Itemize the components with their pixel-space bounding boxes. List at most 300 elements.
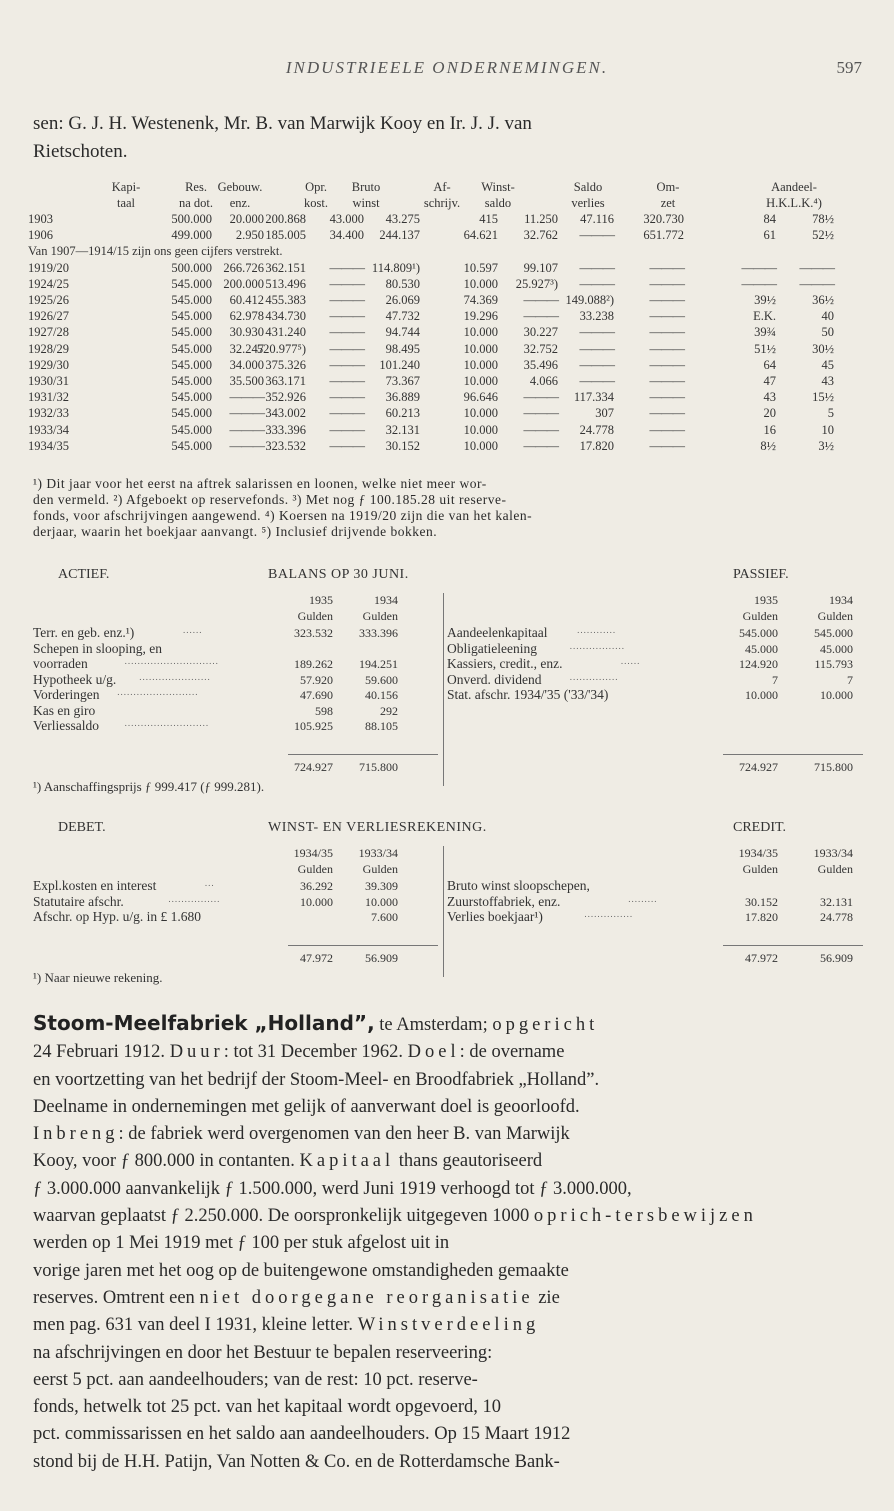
total-previous: 715.800: [814, 759, 853, 774]
leader-dots: ...: [204, 878, 215, 888]
table-cell: 43.000: [329, 212, 364, 226]
table-cell: ———: [799, 260, 834, 275]
table-cell: 10.000: [463, 325, 498, 340]
table-cell: 434.730: [265, 309, 306, 324]
table-cell: 10: [821, 422, 834, 437]
entry-label: Kassiers, credit., enz.: [447, 656, 563, 671]
table-cell: 10.000: [463, 341, 498, 356]
column-header: zet: [660, 196, 676, 210]
year-header: 1934: [829, 593, 853, 607]
table-cell: 32.247: [229, 341, 264, 356]
table-cell: 10.000: [463, 374, 498, 388]
body-text: pct. commissarissen en het saldo aan aandeelhouders. Op 15 Maart 1912: [33, 1424, 571, 1445]
table-footnotes: [33, 476, 863, 540]
table-cell: 45: [821, 357, 834, 372]
table-cell: 43: [763, 390, 776, 405]
footnote-line: fonds, voor afschrijvingen aangewend. ⁴) Koersen na 1919/20 zijn die van het kalen-: [33, 508, 533, 523]
table-cell: 80.530: [385, 276, 420, 291]
column-header: na dot.: [178, 196, 214, 210]
entry-label: Statutaire afschr.: [33, 893, 124, 909]
body-text: te Amsterdam;: [374, 1015, 493, 1035]
leader-dots: .............................: [124, 656, 219, 666]
value-previous: 39.309: [365, 879, 398, 893]
spaced-keyword: oprich-: [533, 1206, 616, 1227]
table-cell: 96.646: [463, 390, 498, 405]
table-cell: ———: [329, 276, 364, 291]
value-current: 598: [315, 703, 333, 718]
leader-dots: ................: [168, 893, 221, 904]
table-cell: ———: [741, 260, 776, 275]
table-cell: 10.000: [463, 406, 498, 421]
table-cell: 35.496: [523, 357, 558, 372]
table-cell: 149.088²): [565, 293, 614, 307]
table-row: [28, 325, 868, 341]
table-cell: ———: [649, 422, 684, 437]
value-current: 323.532: [294, 626, 333, 640]
body-text: Deelname in ondernemingen met gelijk of aanverwant doel is geoorloofd.: [33, 1096, 580, 1117]
year-header: 1934: [374, 593, 398, 607]
footnote-line: ¹) Dit jaar voor het eerst na aftrek salarissen en loonen, welke niet meer wor-: [33, 476, 487, 491]
table-cell: 500.000: [171, 260, 212, 275]
table-cell: 500.000: [171, 212, 212, 226]
body-text: thans geautoriseerd: [394, 1151, 543, 1172]
table-cell: 51½: [754, 341, 776, 356]
table-row: [28, 423, 868, 439]
table-cell: 545.000: [171, 374, 212, 388]
table-cell: 78½: [812, 212, 834, 226]
table-cell-year: 1930/31: [28, 374, 69, 388]
table-cell: ———: [329, 293, 364, 307]
column-header: kost.: [304, 196, 328, 210]
entry-label: Schepen in slooping, en: [33, 640, 162, 656]
column-header: saldo: [484, 196, 512, 210]
table-cell: 84: [763, 212, 776, 226]
table-cell-year: 1924/25: [28, 276, 69, 291]
body-text: 24 Februari 1912.: [33, 1042, 170, 1063]
column-header: Opr.: [305, 180, 327, 194]
table-cell-year: 1929/30: [28, 357, 69, 372]
column-header: taal: [116, 196, 136, 210]
table-cell: 200.000: [223, 276, 264, 291]
value-current: 47.690: [300, 688, 333, 702]
spaced-keyword: Duur: [169, 1042, 224, 1063]
table-cell: 17.820: [579, 438, 614, 453]
right-title: CREDIT.: [733, 820, 787, 835]
table-note: Van 1907—1914/15 zijn ons geen cijfers verstrekt.: [28, 244, 283, 259]
body-text: Kooy, voor ƒ 800.000 in contanten.: [33, 1151, 300, 1172]
column-header: Om-: [656, 180, 680, 194]
value-current: 57.920: [300, 672, 333, 687]
value-current: 45.000: [745, 641, 778, 656]
entry-label: Vorderingen: [33, 687, 100, 702]
table-cell: 60.213: [385, 406, 420, 421]
value-current: 189.262: [294, 657, 333, 671]
body-text: en voortzetting van het bedrijf der Stoom-Meel- en Broodfabriek „Holland”.: [33, 1069, 600, 1090]
table-cell: ———: [649, 260, 684, 275]
table-cell: 52½: [812, 228, 834, 243]
table-cell: 545.000: [171, 276, 212, 291]
table-cell: 363.171: [265, 374, 306, 388]
body-text: vorige jaren met het oog op de buitengewone omstandigheden gemaakte: [33, 1260, 569, 1281]
company-description: [33, 1010, 865, 1476]
footnote-line: derjaar, waarin het boekjaar aanvangt. ⁵) Inclusief drijvende bokken.: [33, 524, 438, 539]
table-cell: 34.400: [329, 228, 364, 243]
table-cell: 545.000: [171, 422, 212, 437]
body-text: men pag. 631 van deel I 1931, kleine letter.: [33, 1315, 358, 1336]
unit-header: Gulden: [362, 862, 398, 876]
table-cell: 185.005: [265, 228, 306, 243]
body-text: stond bij de H.H. Patijn, Van Notten & Co. en de Rotterdamsche Bank-: [33, 1451, 560, 1472]
value-current: 105.925: [294, 719, 333, 733]
body-text: na afschrijvingen en door het Bestuur te bepalen reserveering:: [33, 1342, 493, 1363]
table-cell: 19.296: [463, 309, 498, 324]
table-cell: 43: [821, 374, 834, 388]
leader-dots: ......: [620, 656, 641, 666]
entry-label: Bruto winst sloopschepen,: [447, 878, 590, 893]
column-header: winst: [352, 196, 380, 210]
value-previous: 115.793: [814, 657, 853, 671]
column-divider: [443, 593, 444, 786]
table-row: [28, 228, 868, 244]
value-previous: 7.600: [371, 910, 398, 924]
table-cell: 16: [763, 422, 776, 437]
value-previous: 7: [847, 672, 853, 687]
table-cell: ———: [329, 438, 364, 453]
intro-line-1: sen: G. J. H. Westenenk, Mr. B. van Marwijk Kooy en Ir. J. J. van: [33, 113, 532, 134]
table-cell: 415: [479, 212, 498, 226]
table-cell: 94.744: [385, 325, 420, 340]
table-cell: 8½: [760, 438, 776, 453]
table-cell: 343.002: [265, 406, 306, 421]
column-header: Res.: [185, 180, 207, 194]
table-cell: E.K.: [753, 309, 776, 324]
table-cell: ———: [649, 438, 684, 453]
year-header: 1935: [754, 593, 778, 607]
table-cell: ———: [329, 325, 364, 340]
table-row: [28, 277, 868, 293]
table-cell: ———: [523, 438, 558, 453]
table-cell: 15½: [812, 390, 834, 405]
table-cell: ———: [649, 341, 684, 356]
table-cell: 98.495: [385, 341, 420, 356]
table-cell: 114.809¹): [371, 260, 420, 275]
table-cell: ———: [579, 228, 614, 243]
total-previous: 715.800: [359, 759, 398, 774]
total-rule: [288, 945, 438, 946]
table-cell: 10.000: [463, 357, 498, 372]
table-cell: ———: [329, 406, 364, 421]
table-cell: 545.000: [171, 341, 212, 356]
table-cell: ———: [649, 357, 684, 372]
table-cell: 64.621: [463, 228, 498, 243]
table-cell: 499.000: [171, 228, 212, 243]
entry-label: Kas en giro: [33, 702, 96, 718]
footnote-line: den vermeld. ²) Afgeboekt op reservefonds. ³) Met nog ƒ 100.185.28 uit reserve-: [33, 492, 507, 507]
spaced-keyword: Inbreng: [33, 1124, 119, 1145]
table-cell: 47.732: [385, 309, 420, 324]
total-rule: [288, 754, 438, 755]
entry-label: Hypotheek u/g.: [33, 671, 117, 687]
entry-label: voorraden: [33, 656, 88, 671]
spaced-keyword: Doel: [407, 1042, 460, 1063]
table-cell: 545.000: [171, 309, 212, 324]
table-cell: 36.889: [385, 390, 420, 405]
entry-label: Verlies boekjaar¹): [447, 909, 543, 924]
column-header: Aandeel-: [771, 180, 817, 194]
table-cell: 545.000: [171, 293, 212, 307]
table-cell: ———: [229, 390, 264, 405]
table-cell: 352.926: [265, 390, 306, 405]
spaced-keyword: Winstverdeeling: [357, 1315, 540, 1336]
table-row: [28, 406, 868, 422]
table-cell-year: 1925/26: [28, 293, 69, 307]
table-cell: 545.000: [171, 406, 212, 421]
table-row: [28, 374, 868, 390]
total-rule: [723, 754, 863, 755]
column-header: H.K.L.K.⁴): [766, 196, 822, 210]
value-previous: 194.251: [359, 657, 398, 671]
unit-header: Gulden: [742, 609, 778, 623]
table-cell: 117.334: [573, 390, 614, 405]
spaced-keyword: opgericht: [492, 1015, 599, 1035]
body-text: waarvan geplaatst ƒ 2.250.000. De oorspronkelijk uitgegeven 1000: [33, 1206, 534, 1227]
leader-dots: ..........................: [124, 718, 210, 728]
entry-label: Aandeelenkapitaal: [447, 625, 548, 640]
table-cell: ———: [523, 309, 558, 324]
center-title: BALANS OP 30 JUNI.: [268, 567, 409, 582]
table-cell: 455.383: [265, 293, 306, 307]
table-cell-year: 1933/34: [28, 422, 69, 437]
table-cell: ———: [329, 309, 364, 324]
center-title: WINST- EN VERLIESREKENING.: [268, 820, 487, 835]
table-cell: 20.000: [229, 212, 264, 226]
table-cell: ———: [329, 341, 364, 356]
table-cell: ———: [523, 293, 558, 307]
table-cell: ———: [799, 276, 834, 291]
spaced-keyword: Kapitaal: [299, 1151, 395, 1172]
body-text: zie: [533, 1287, 560, 1308]
value-previous: 292: [380, 703, 398, 718]
table-cell: ———: [579, 341, 614, 356]
entry-label: Verliessaldo: [33, 718, 99, 733]
table-cell: 30.152: [385, 438, 420, 453]
value-previous: 45.000: [820, 641, 853, 656]
table-row: [28, 261, 868, 277]
leader-dots: .........: [628, 893, 658, 904]
total-current: 47.972: [300, 950, 333, 965]
table-cell-year: 1928/29: [28, 341, 69, 356]
table-cell: ———: [649, 276, 684, 291]
table-cell: 73.367: [385, 374, 420, 388]
table-row: [28, 309, 868, 325]
unit-header: Gulden: [817, 862, 853, 876]
table-cell: ———: [649, 309, 684, 324]
left-title: ACTIEF.: [58, 567, 110, 582]
table-cell-year: 1919/20: [28, 260, 69, 275]
body-text: eerst 5 pct. aan aandeelhouders; van de rest: 10 pct. reserve-: [33, 1369, 478, 1390]
body-text: fonds, hetwelk tot 25 pct. van het kapitaal wordt opgevoerd, 10: [33, 1397, 502, 1418]
value-current: 545.000: [739, 626, 778, 640]
body-text: : tot 31 December 1962.: [223, 1042, 408, 1063]
table-row: [28, 358, 868, 374]
table-cell: 32.131: [385, 422, 420, 437]
table-cell: ———: [649, 374, 684, 388]
running-title: INDUSTRIEELE ONDERNEMINGEN.: [285, 58, 609, 77]
table-cell: ———: [649, 293, 684, 307]
entry-label: Zuurstoffabriek, enz.: [447, 893, 561, 909]
table-header-row: [28, 180, 868, 196]
table-cell: 24.778: [579, 422, 614, 437]
column-header: verlies: [571, 196, 605, 210]
table-cell: 30½: [812, 341, 834, 356]
right-title: PASSIEF.: [733, 567, 789, 582]
unit-header: Gulden: [742, 862, 778, 876]
table-cell: 545.000: [171, 325, 212, 340]
intro-text: [33, 110, 863, 166]
body-text: werden op 1 Mei 1919 met ƒ 100 per stuk afgelost uit in: [33, 1233, 450, 1254]
column-header: Kapi-: [111, 180, 141, 194]
table-cell: 32.762: [523, 228, 558, 243]
page-number: 597: [836, 58, 862, 77]
table-cell: 50: [821, 325, 834, 340]
total-current: 724.927: [294, 759, 333, 774]
table-row: [28, 293, 868, 309]
account-footnote: ¹) Aanschaffingsprijs ƒ 999.417 (ƒ 999.281).: [33, 778, 265, 794]
table-cell: ———: [329, 260, 364, 275]
table-cell: 545.000: [171, 357, 212, 372]
table-cell: ———: [649, 325, 684, 340]
table-cell: 34.000: [229, 357, 264, 372]
table-cell: 61: [763, 228, 776, 243]
table-cell: ———: [229, 438, 264, 453]
table-cell: ———: [523, 422, 558, 437]
value-previous: 24.778: [820, 910, 853, 924]
unit-header: Gulden: [362, 609, 398, 623]
spaced-keyword: tersbewijzen: [615, 1206, 757, 1227]
table-cell: 10.000: [463, 276, 498, 291]
column-header: Af-: [433, 180, 451, 194]
year-header: 1933/34: [358, 846, 398, 860]
value-current: 10.000: [300, 894, 333, 909]
year-header: 1935: [309, 593, 333, 607]
table-cell: 651.772: [643, 228, 684, 243]
table-header-row: [28, 196, 868, 212]
column-header: Gebouw.: [217, 180, 263, 194]
table-cell-year: 1932/33: [28, 406, 69, 421]
column-header: Saldo: [573, 180, 603, 194]
table-cell: 60.412: [229, 293, 264, 307]
table-row: [28, 342, 868, 358]
body-text: : de overname: [459, 1042, 565, 1063]
table-cell: 545.000: [171, 390, 212, 405]
table-cell-year: 1926/27: [28, 309, 69, 324]
table-cell: ———: [649, 390, 684, 405]
table-cell-year: 1934/35: [28, 438, 69, 453]
table-cell: ———: [329, 374, 364, 388]
table-cell: ———: [329, 357, 364, 372]
entry-label: Obligatieleening: [447, 640, 537, 656]
total-previous: 56.909: [365, 950, 398, 965]
table-cell-year: 1903: [28, 212, 53, 226]
value-previous: 545.000: [814, 626, 853, 640]
table-cell: 74.369: [463, 293, 498, 307]
table-cell: 431.240: [265, 325, 306, 340]
company-paragraph: [33, 1010, 865, 1476]
table-cell: 26.069: [385, 293, 420, 307]
value-current: 7: [772, 672, 778, 687]
column-divider: [443, 846, 444, 977]
table-cell: 47: [763, 374, 776, 388]
table-cell: 39½: [754, 293, 776, 307]
value-previous: 333.396: [359, 626, 398, 640]
table-cell: 545.000: [171, 438, 212, 453]
column-header: enz.: [229, 196, 251, 210]
table-cell: 10.597: [463, 260, 498, 275]
table-row: [28, 212, 868, 228]
unit-header: Gulden: [297, 862, 333, 876]
table-cell: 10.000: [463, 422, 498, 437]
leader-dots: .........................: [117, 687, 199, 697]
table-cell: 2.950: [235, 228, 264, 243]
leader-dots: ...............: [569, 671, 619, 682]
table-cell: ———: [741, 276, 776, 291]
table-cell: 513.496: [265, 276, 306, 291]
leader-dots: ...............: [584, 909, 634, 919]
table-cell: ———: [579, 357, 614, 372]
table-cell: ———: [579, 374, 614, 388]
table-row: [28, 244, 868, 260]
table-cell: 323.532: [265, 438, 306, 453]
table-cell: 36½: [812, 293, 834, 307]
table-cell: 3½: [818, 438, 834, 453]
table-cell: 62.978: [229, 309, 264, 324]
table-cell-year: 1927/28: [28, 325, 69, 340]
unit-header: Gulden: [817, 609, 853, 623]
table-cell: 101.240: [379, 357, 420, 372]
unit-header: Gulden: [297, 609, 333, 623]
table-cell-year: 1906: [28, 228, 53, 243]
intro-line-2: Rietschoten.: [33, 141, 128, 162]
table-cell: 244.137: [379, 228, 420, 243]
table-cell: 266.726: [223, 260, 264, 275]
table-cell: 307: [595, 406, 614, 421]
table-cell: 11.250: [524, 212, 558, 226]
table-cell: ———: [229, 406, 264, 421]
table-cell: ———: [649, 406, 684, 421]
table-cell: ———: [329, 422, 364, 437]
column-header: schrijv.: [423, 196, 461, 210]
table-cell: ———: [329, 390, 364, 405]
table-cell: 333.396: [265, 422, 306, 437]
column-header: Bruto: [351, 180, 381, 194]
table-cell: 40: [821, 309, 834, 324]
value-previous: 32.131: [820, 894, 853, 909]
table-cell: ———: [579, 260, 614, 275]
left-title: DEBET.: [58, 820, 106, 835]
leader-dots: ......: [183, 625, 203, 635]
table-cell: 43.275: [385, 212, 420, 226]
page-header: [0, 58, 894, 82]
total-current: 724.927: [739, 759, 778, 774]
entry-label: Terr. en geb. enz.¹): [33, 625, 135, 640]
entry-label: Afschr. op Hyp. u/g. in £ 1.680: [33, 909, 201, 924]
account-footnote: ¹) Naar nieuwe rekening.: [33, 969, 163, 985]
table-cell: 375.326: [265, 357, 306, 372]
table-cell: 30.930: [229, 325, 264, 340]
table-cell: 200.868: [265, 212, 306, 226]
table-cell: 4.066: [529, 374, 558, 388]
table-cell: 30.227: [523, 325, 558, 340]
